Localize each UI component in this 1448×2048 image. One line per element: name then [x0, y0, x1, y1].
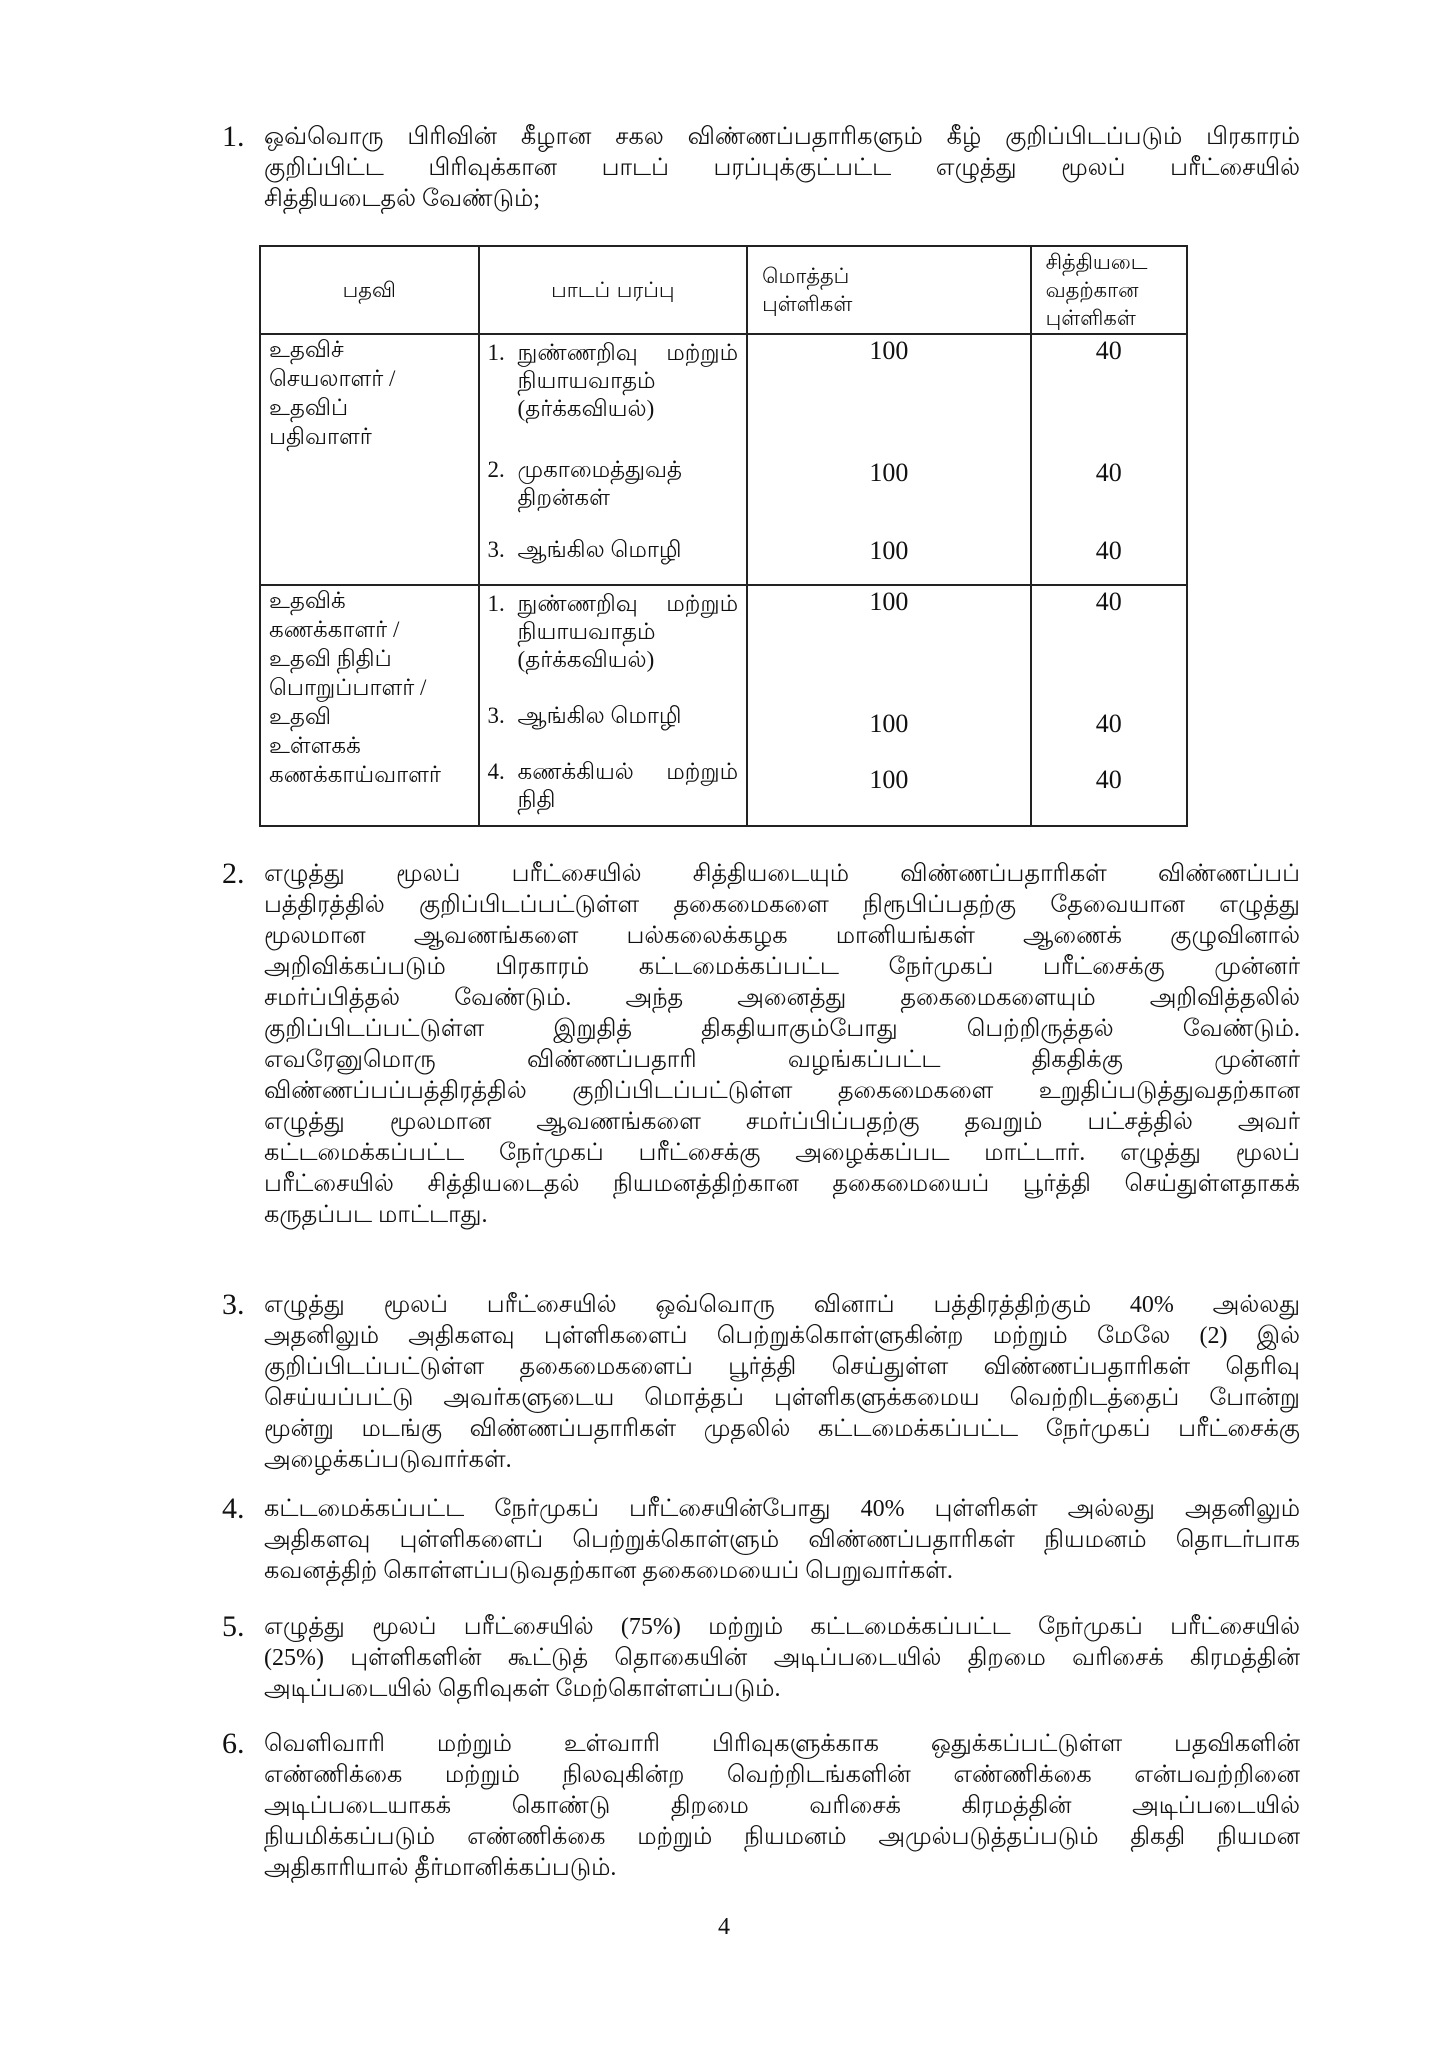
table-row — [260, 585, 1187, 826]
position-line: உதவிச் — [269, 337, 344, 362]
position-line: பதிவாளர் — [269, 424, 372, 449]
subject-line: திறன்கள் — [517, 485, 610, 510]
position-cell — [260, 585, 479, 826]
header-line: சித்தியடை — [1045, 250, 1148, 274]
text-line: பத்திரத்தில் குறிப்பிடப்பட்டுள்ள தகைமைகளை நிரூபிப்பதற்கு தேவையான எழுத்து — [264, 892, 1300, 918]
paragraph-text — [264, 1729, 1300, 1884]
subject-line: நிதி — [517, 787, 556, 812]
subject-cell — [479, 585, 748, 826]
pass-value: 40 — [1095, 336, 1122, 365]
total-value: 100 — [869, 587, 909, 616]
text-line: குறிப்பிடப்பட்டுள்ள தகைமைகளைப் பூர்த்தி செய்துள்ள விண்ணப்பதாரிகள் தெரிவு — [264, 1354, 1300, 1380]
subject-item — [488, 456, 739, 536]
pass-marks-cell — [1031, 585, 1187, 826]
text-line: அழைக்கப்படுவார்கள். — [264, 1447, 512, 1473]
text-line: விண்ணப்பப்பத்திரத்தில் குறிப்பிடப்பட்டுள்ள தகைமைகளை உறுதிப்படுத்துவதற்கான — [264, 1078, 1300, 1104]
text-line: மூலமான ஆவணங்களை பல்கலைக்கழக மானியங்கள் ஆணைக் குழுவினால் — [264, 923, 1300, 949]
pass-value: 40 — [1095, 536, 1122, 565]
subject-item — [488, 758, 739, 814]
text-line: எழுத்து மூலப் பரீட்சையில் சித்தியடையும் விண்ணப்பதாரிகள் விண்ணப்பப் — [264, 861, 1300, 887]
subject-number: 4. — [487, 759, 505, 784]
subject-line: முகாமைத்துவத் — [517, 457, 683, 482]
pass-value: 40 — [1095, 765, 1122, 794]
header-line: வதற்கான — [1045, 278, 1139, 302]
text-line: கவனத்திற் கொள்ளப்படுவதற்கான தகைமையைப் பெறுவார்கள். — [264, 1558, 953, 1584]
position-line: உதவி — [269, 704, 332, 729]
text-line: அடிப்படையில் தெரிவுகள் மேற்கொள்ளப்படும். — [264, 1676, 781, 1702]
position-line: கணக்காளர் / — [269, 617, 400, 642]
position-line: உதவி நிதிப் — [269, 646, 392, 671]
text-line: நியமிக்கப்படும் எண்ணிக்கை மற்றும் நியமனம் அமுல்படுத்தப்படும் திகதி நியமன — [264, 1824, 1300, 1850]
total-marks-cell — [747, 334, 1030, 585]
header-total-marks — [747, 246, 1030, 334]
text-line: அதனிலும் அதிகளவு புள்ளிகளைப் பெற்றுக்கொள்ளுகின்ற மற்றும் மேலே (2) இல் — [264, 1323, 1300, 1349]
text-line: சமர்ப்பித்தல் வேண்டும். அந்த அனைத்து தகைமைகளையும் அறிவித்தலில் — [264, 985, 1300, 1011]
text-line: அதிகாரியால் தீர்மானிக்கப்படும். — [264, 1855, 617, 1881]
item-number: 6. — [222, 1727, 245, 1760]
paragraph-text — [264, 1612, 1300, 1705]
text-line: அதிகளவு புள்ளிகளைப் பெற்றுக்கொள்ளும் விண்ணப்பதாரிகள் நியமனம் தொடர்பாக — [264, 1527, 1300, 1553]
text-line: செய்யப்பட்டு அவர்களுடைய மொத்தப் புள்ளிகளுக்கமைய வெற்றிடத்தைப் போன்று — [264, 1385, 1300, 1411]
position-cell — [260, 334, 479, 585]
subject-item — [488, 339, 739, 456]
text-line: அறிவிக்கப்படும் பிரகாரம் கட்டமைக்கப்பட்ட நேர்முகப் பரீட்சைக்கு முன்னர் — [264, 954, 1300, 980]
subject-item — [488, 702, 739, 758]
subject-line: (தர்க்கவியல்) — [517, 396, 655, 421]
subject-line: நியாயவாதம் — [517, 368, 656, 393]
text-line: குறிப்பிட்ட பிரிவுக்கான பாடப் பரப்புக்குட்பட்ட எழுத்து மூலப் பரீட்சையில் — [264, 155, 1300, 181]
total-value: 100 — [869, 336, 909, 365]
total-value: 100 — [869, 765, 909, 794]
subject-item — [488, 536, 739, 564]
total-value: 100 — [869, 709, 909, 738]
subject-number: 1. — [487, 340, 505, 365]
text-line: சித்தியடைதல் வேண்டும்; — [264, 186, 540, 212]
text-line: (25%) புள்ளிகளின் கூட்டுத் தொகையின் அடிப்படையில் திறமை வரிசைக் கிரமத்தின் — [264, 1645, 1300, 1671]
text-line: எழுத்து மூலப் பரீட்சையில் ஒவ்வொரு வினாப் பத்திரத்திற்கும் 40% அல்லது — [264, 1292, 1300, 1318]
subject-line: நுண்ணறிவு மற்றும் — [517, 591, 739, 616]
total-value: 100 — [869, 536, 909, 565]
position-line: உதவிக் — [269, 588, 346, 613]
header-line: புள்ளிகள் — [1045, 306, 1136, 330]
header-pass-marks — [1031, 246, 1187, 334]
page-number: 4 — [718, 1914, 730, 1940]
header-position: பதவி — [260, 246, 479, 334]
position-line: செயலாளர் / — [269, 366, 396, 391]
item-number: 1. — [222, 120, 245, 153]
text-line: எண்ணிக்கை மற்றும் நிலவுகின்ற வெற்றிடங்களின் எண்ணிக்கை என்பவற்றினை — [264, 1762, 1300, 1788]
text-line: பரீட்சையில் சித்தியடைதல் நியமனத்திற்கான தகைமையைப் பூர்த்தி செய்துள்ளதாகக் — [264, 1171, 1300, 1197]
subject-line: (தர்க்கவியல்) — [517, 647, 655, 672]
text-line: வெளிவாரி மற்றும் உள்வாரி பிரிவுகளுக்காக ஒதுக்கப்பட்டுள்ள பதவிகளின் — [264, 1731, 1300, 1757]
pass-value: 40 — [1095, 709, 1122, 738]
position-line: பொறுப்பாளர் / — [269, 675, 427, 700]
item-number: 5. — [222, 1610, 245, 1643]
paragraph-text — [264, 1290, 1300, 1476]
text-line: எவரேனுமொரு விண்ணப்பதாரி வழங்கப்பட்ட திகதிக்கு முன்னர் — [264, 1047, 1300, 1073]
paragraph-text — [264, 1494, 1300, 1587]
subject-line: நுண்ணறிவு மற்றும் — [517, 340, 739, 365]
subject-cell — [479, 334, 748, 585]
text-line: கருதப்பட மாட்டாது. — [264, 1202, 488, 1228]
item-number: 2. — [222, 857, 245, 890]
text-line: குறிப்பிடப்பட்டுள்ள இறுதித் திகதியாகும்போது பெற்றிருத்தல் வேண்டும். — [264, 1016, 1300, 1042]
subject-number: 3. — [487, 703, 505, 728]
table-header-row — [260, 246, 1187, 334]
total-marks-cell — [747, 585, 1030, 826]
subject-number: 2. — [487, 457, 505, 482]
text-line: ஒவ்வொரு பிரிவின் கீழான சகல விண்ணப்பதாரிகளும் கீழ் குறிப்பிடப்படும் பிரகாரம் — [264, 124, 1300, 150]
marks-table — [259, 245, 1188, 827]
text-line: அடிப்படையாகக் கொண்டு திறமை வரிசைக் கிரமத்தின் அடிப்படையில் — [264, 1793, 1300, 1819]
total-value: 100 — [869, 458, 909, 487]
position-line: உள்ளகக் — [269, 733, 361, 758]
pass-marks-cell — [1031, 334, 1187, 585]
subject-number: 3. — [487, 537, 505, 562]
subject-item — [488, 590, 739, 702]
text-line: கட்டமைக்கப்பட்ட நேர்முகப் பரீட்சையின்போது 40% புள்ளிகள் அல்லது அதனிலும் — [264, 1496, 1300, 1522]
item-number: 3. — [222, 1288, 245, 1321]
text-line: எழுத்து மூலப் பரீட்சையில் (75%) மற்றும் கட்டமைக்கப்பட்ட நேர்முகப் பரீட்சையில் — [264, 1614, 1300, 1640]
subject-line: நியாயவாதம் — [517, 619, 656, 644]
subject-line: கணக்கியல் மற்றும் — [517, 759, 739, 784]
subject-number: 1. — [487, 591, 505, 616]
header-subject-area: பாடப் பரப்பு — [479, 246, 748, 334]
subject-line: ஆங்கில மொழி — [517, 537, 682, 562]
text-line: கட்டமைக்கப்பட்ட நேர்முகப் பரீட்சைக்கு அழைக்கப்பட மாட்டார். எழுத்து மூலப் — [264, 1140, 1300, 1166]
position-line: கணக்காய்வாளர் — [269, 762, 441, 787]
header-line: மொத்தப் — [762, 264, 850, 288]
pass-value: 40 — [1095, 458, 1122, 487]
table-row — [260, 334, 1187, 585]
pass-value: 40 — [1095, 587, 1122, 616]
item-number: 4. — [222, 1492, 245, 1525]
header-line: புள்ளிகள் — [762, 292, 853, 316]
position-line: உதவிப் — [269, 395, 349, 420]
text-line: மூன்று மடங்கு விண்ணப்பதாரிகள் முதலில் கட்டமைக்கப்பட்ட நேர்முகப் பரீட்சைக்கு — [264, 1416, 1300, 1442]
text-line: எழுத்து மூலமான ஆவணங்களை சமர்ப்பிப்பதற்கு தவறும் பட்சத்தில் அவர் — [264, 1109, 1300, 1135]
subject-line: ஆங்கில மொழி — [517, 703, 682, 728]
paragraph-text — [264, 859, 1300, 1231]
paragraph-text — [264, 122, 1300, 215]
